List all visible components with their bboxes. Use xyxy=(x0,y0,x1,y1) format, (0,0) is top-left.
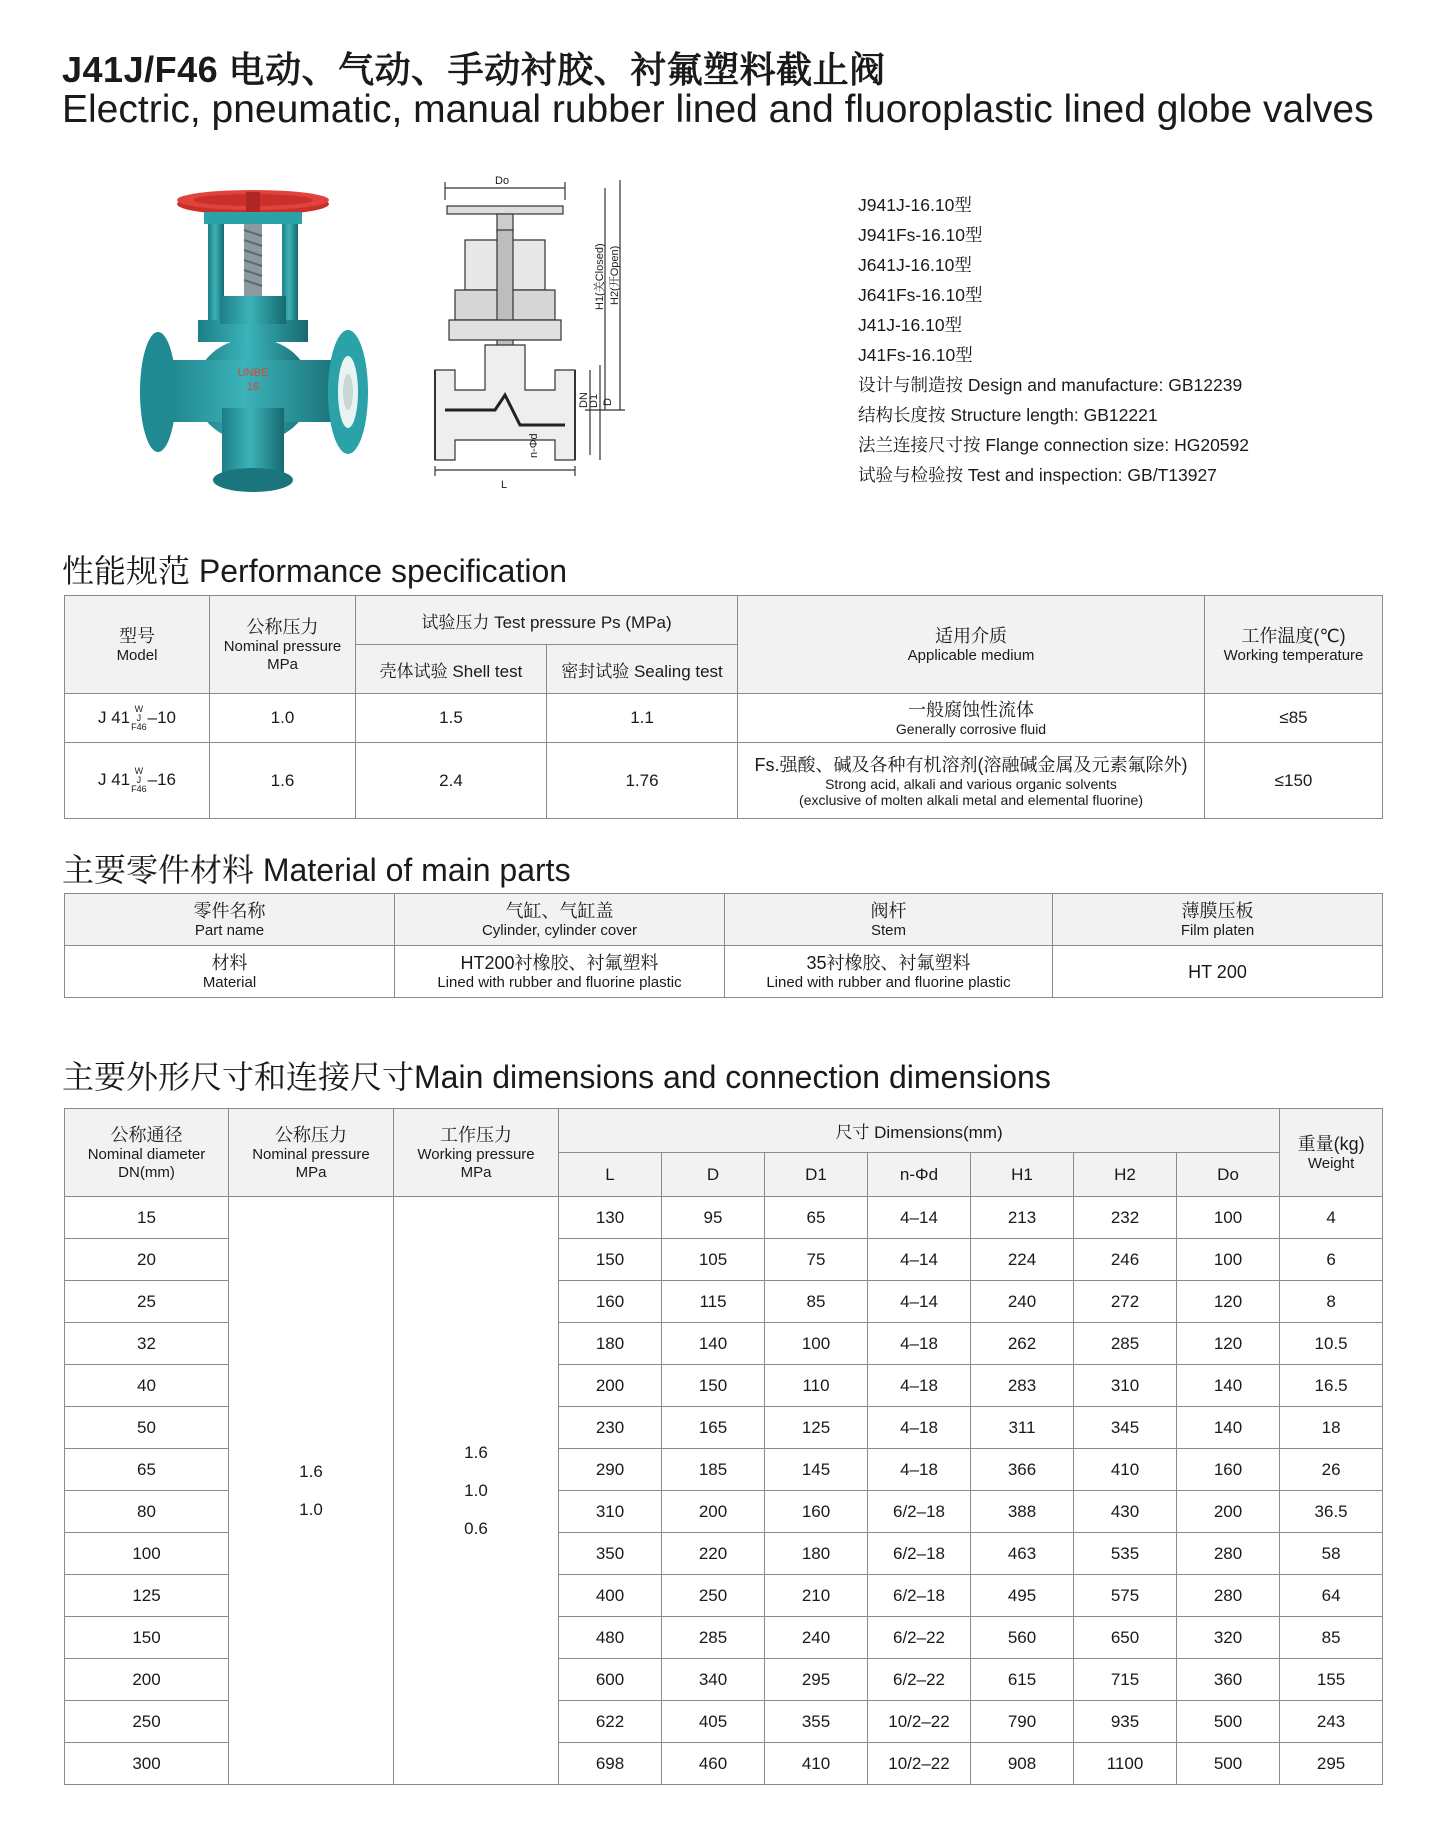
th-test-pressure: 试验压力 Test pressure Ps (MPa) xyxy=(356,596,738,645)
title-model: J41J/F46 xyxy=(62,49,219,90)
dimensions-body xyxy=(65,1197,1383,1785)
cell-l: 150 xyxy=(559,1239,662,1281)
cell-l: 230 xyxy=(559,1407,662,1449)
th-cylinder: 气缸、气缸盖 Cylinder, cylinder cover xyxy=(395,894,725,946)
cell-l: 698 xyxy=(559,1743,662,1785)
th-weight: 重量(kg) Weight xyxy=(1280,1109,1383,1197)
cell-d1: 100 xyxy=(765,1323,868,1365)
cell-dn: 200 xyxy=(65,1659,229,1701)
cell-do: 100 xyxy=(1177,1197,1280,1239)
th-col-d1: D1 xyxy=(765,1153,868,1197)
cell-weight: 16.5 xyxy=(1280,1365,1383,1407)
th-col-h1: H1 xyxy=(971,1153,1074,1197)
cell-h2: 285 xyxy=(1074,1323,1177,1365)
cell-d: 220 xyxy=(662,1533,765,1575)
cell-d: 250 xyxy=(662,1575,765,1617)
cell-h1: 463 xyxy=(971,1533,1074,1575)
cell-do: 140 xyxy=(1177,1365,1280,1407)
cell-temperature: ≤85 xyxy=(1205,694,1383,743)
cell-nphid: 4–18 xyxy=(868,1407,971,1449)
th-stem: 阀杆 Stem xyxy=(725,894,1053,946)
cell-l: 290 xyxy=(559,1449,662,1491)
page-title-en: Electric, pneumatic, manual rubber lined and fluoroplastic lined globe valves xyxy=(62,88,1374,131)
cell-do: 140 xyxy=(1177,1407,1280,1449)
cell-h2: 650 xyxy=(1074,1617,1177,1659)
nominal-pressure-value: 1.6 xyxy=(299,1461,323,1481)
cell-do: 320 xyxy=(1177,1617,1280,1659)
cell-h1: 560 xyxy=(971,1617,1074,1659)
cell-d: 340 xyxy=(662,1659,765,1701)
dim-label-nphid: n-Φd xyxy=(528,433,540,458)
cell-h1: 224 xyxy=(971,1239,1074,1281)
cell-h2: 935 xyxy=(1074,1701,1177,1743)
model-list-item: 法兰连接尺寸按 Flange connection size: HG20592 xyxy=(858,435,1249,455)
cell-pn: 1.6 xyxy=(210,743,356,819)
title-cn-text: 电动、气动、手动衬胶、衬氟塑料截止阀 xyxy=(218,49,886,90)
cell-do: 160 xyxy=(1177,1449,1280,1491)
cell-weight: 85 xyxy=(1280,1617,1383,1659)
materials-title: 主要零件材料 Material of main parts xyxy=(62,852,571,888)
table-row xyxy=(65,694,1383,743)
cell-h1: 790 xyxy=(971,1701,1074,1743)
cell-d: 150 xyxy=(662,1365,765,1407)
cell-d: 95 xyxy=(662,1197,765,1239)
cell-dn: 25 xyxy=(65,1281,229,1323)
model-list-item: 结构长度按 Structure length: GB12221 xyxy=(858,405,1158,425)
cell-nphid: 10/2–22 xyxy=(868,1743,971,1785)
th-col-h2: H2 xyxy=(1074,1153,1177,1197)
cell-dn: 80 xyxy=(65,1491,229,1533)
cell-weight: 36.5 xyxy=(1280,1491,1383,1533)
dim-label-h1: H1(关Closed) xyxy=(594,243,606,310)
cell-nphid: 4–18 xyxy=(868,1323,971,1365)
cell-h2: 310 xyxy=(1074,1365,1177,1407)
cell-d1: 65 xyxy=(765,1197,868,1239)
cell-h1: 388 xyxy=(971,1491,1074,1533)
working-pressure-value: 1.0 xyxy=(464,1480,488,1500)
cell-d: 200 xyxy=(662,1491,765,1533)
th-col-nphid: n-Φd xyxy=(868,1153,971,1197)
cell-sealing: 1.1 xyxy=(547,694,738,743)
th-film-platen: 薄膜压板 Film platen xyxy=(1053,894,1383,946)
cell-weight: 58 xyxy=(1280,1533,1383,1575)
cell-d: 185 xyxy=(662,1449,765,1491)
cell-d1: 160 xyxy=(765,1491,868,1533)
cell-nphid: 6/2–18 xyxy=(868,1533,971,1575)
cell-d: 165 xyxy=(662,1407,765,1449)
cell-d1: 125 xyxy=(765,1407,868,1449)
dimensions-title: 主要外形尺寸和连接尺寸Main dimensions and connection dimensions xyxy=(62,1059,1051,1095)
cell-l: 400 xyxy=(559,1575,662,1617)
cell-model: J 41 W J F46 –10 xyxy=(65,694,210,743)
cell-stem-material: 35衬橡胶、衬氟塑料 Lined with rubber and fluorine plastic xyxy=(725,946,1053,998)
cell-d1: 410 xyxy=(765,1743,868,1785)
cell-d1: 210 xyxy=(765,1575,868,1617)
cell-do: 120 xyxy=(1177,1323,1280,1365)
performance-title: 性能规范 Performance specification xyxy=(62,553,568,589)
working-pressure-value: 1.6 xyxy=(464,1442,488,1462)
cell-medium: 一般腐蚀性流体 Generally corrosive fluid xyxy=(738,694,1205,743)
cell-l: 600 xyxy=(559,1659,662,1701)
th-dimensions: 尺寸 Dimensions(mm) xyxy=(559,1109,1280,1153)
cell-d1: 110 xyxy=(765,1365,868,1407)
valve-section-drawing xyxy=(425,170,660,520)
cell-cylinder-material: HT200衬橡胶、衬氟塑料 Lined with rubber and fluorine plastic xyxy=(395,946,725,998)
model-list-item: 设计与制造按 Design and manufacture: GB12239 xyxy=(858,375,1243,395)
cell-h1: 311 xyxy=(971,1407,1074,1449)
dim-label-h2: H2(开Open) xyxy=(609,245,621,305)
cell-dn: 20 xyxy=(65,1239,229,1281)
cell-h1: 240 xyxy=(971,1281,1074,1323)
model-list-item: J41J-16.10型 xyxy=(858,315,963,335)
model-list-item: J941J-16.10型 xyxy=(858,195,972,215)
th-sealing-test: 密封试验 Sealing test xyxy=(547,645,738,694)
th-dn: 公称通径 Nominal diameter DN(mm) xyxy=(65,1109,229,1197)
cell-weight: 243 xyxy=(1280,1701,1383,1743)
cell-pn: 1.0 xyxy=(210,694,356,743)
cell-d1: 240 xyxy=(765,1617,868,1659)
cell-l: 200 xyxy=(559,1365,662,1407)
cell-d: 285 xyxy=(662,1617,765,1659)
cell-do: 100 xyxy=(1177,1239,1280,1281)
cell-h2: 1100 xyxy=(1074,1743,1177,1785)
cell-h1: 213 xyxy=(971,1197,1074,1239)
cell-nphid: 4–14 xyxy=(868,1239,971,1281)
cell-h2: 715 xyxy=(1074,1659,1177,1701)
th-model: 型号 Model xyxy=(65,596,210,694)
cell-h1: 495 xyxy=(971,1575,1074,1617)
dim-label-l: L xyxy=(501,479,508,491)
cell-h1: 262 xyxy=(971,1323,1074,1365)
cell-do: 360 xyxy=(1177,1659,1280,1701)
cell-d1: 75 xyxy=(765,1239,868,1281)
dim-label-dn: DN xyxy=(578,392,590,408)
cell-dn: 65 xyxy=(65,1449,229,1491)
cell-h2: 410 xyxy=(1074,1449,1177,1491)
cell-weight: 155 xyxy=(1280,1659,1383,1701)
th-working-pressure: 工作压力 Working pressure MPa xyxy=(394,1109,559,1197)
cell-dn: 100 xyxy=(65,1533,229,1575)
cell-nphid: 6/2–18 xyxy=(868,1575,971,1617)
cell-l: 130 xyxy=(559,1197,662,1239)
cell-h1: 908 xyxy=(971,1743,1074,1785)
nominal-pressure-value: 1.0 xyxy=(299,1499,323,1519)
cell-d: 115 xyxy=(662,1281,765,1323)
cell-h1: 615 xyxy=(971,1659,1074,1701)
cell-h2: 272 xyxy=(1074,1281,1177,1323)
cell-d: 140 xyxy=(662,1323,765,1365)
cell-weight: 64 xyxy=(1280,1575,1383,1617)
cell-dn: 50 xyxy=(65,1407,229,1449)
dimensions-table xyxy=(64,1108,1383,1785)
working-pressure-value: 0.6 xyxy=(464,1518,488,1538)
cell-dn: 300 xyxy=(65,1743,229,1785)
cell-do: 280 xyxy=(1177,1575,1280,1617)
model-list-item: J941Fs-16.10型 xyxy=(858,225,983,245)
cell-working-pressure xyxy=(394,1197,559,1785)
th-temperature: 工作温度(℃) Working temperature xyxy=(1205,596,1383,694)
cell-weight: 10.5 xyxy=(1280,1323,1383,1365)
cell-model: J 41 W J F46 –16 xyxy=(65,743,210,819)
cell-h1: 283 xyxy=(971,1365,1074,1407)
cell-nphid: 6/2–18 xyxy=(868,1491,971,1533)
cell-shell: 1.5 xyxy=(356,694,547,743)
th-nominal-pressure: 公称压力 Nominal pressure MPa xyxy=(229,1109,394,1197)
th-col-do: Do xyxy=(1177,1153,1280,1197)
cell-l: 622 xyxy=(559,1701,662,1743)
cell-weight: 8 xyxy=(1280,1281,1383,1323)
cell-d1: 180 xyxy=(765,1533,868,1575)
cell-do: 500 xyxy=(1177,1701,1280,1743)
cell-nphid: 4–14 xyxy=(868,1281,971,1323)
cell-h2: 232 xyxy=(1074,1197,1177,1239)
th-part-name: 零件名称 Part name xyxy=(65,894,395,946)
cell-nphid: 6/2–22 xyxy=(868,1617,971,1659)
cell-h2: 575 xyxy=(1074,1575,1177,1617)
cell-weight: 26 xyxy=(1280,1449,1383,1491)
model-list xyxy=(858,190,1249,490)
cell-do: 500 xyxy=(1177,1743,1280,1785)
cell-weight: 6 xyxy=(1280,1239,1383,1281)
cell-temperature: ≤150 xyxy=(1205,743,1383,819)
materials-table xyxy=(64,893,1383,998)
cell-weight: 4 xyxy=(1280,1197,1383,1239)
cell-dn: 125 xyxy=(65,1575,229,1617)
model-list-item: 试验与检验按 Test and inspection: GB/T13927 xyxy=(858,465,1217,485)
cell-nphid: 4–18 xyxy=(868,1365,971,1407)
cell-d1: 355 xyxy=(765,1701,868,1743)
table-row xyxy=(65,1197,1383,1239)
cell-d1: 295 xyxy=(765,1659,868,1701)
cell-dn: 250 xyxy=(65,1701,229,1743)
cell-do: 280 xyxy=(1177,1533,1280,1575)
model-list-item: J641Fs-16.10型 xyxy=(858,285,983,305)
cell-l: 350 xyxy=(559,1533,662,1575)
valve-body-mark: UNBE 16 xyxy=(237,367,269,393)
table-row xyxy=(65,743,1383,819)
cell-d: 105 xyxy=(662,1239,765,1281)
cell-platen-material: HT 200 xyxy=(1053,946,1383,998)
cell-l: 310 xyxy=(559,1491,662,1533)
cell-sealing: 1.76 xyxy=(547,743,738,819)
cell-d: 460 xyxy=(662,1743,765,1785)
page-title-cn xyxy=(62,42,886,93)
cell-dn: 15 xyxy=(65,1197,229,1239)
cell-medium: Fs.强酸、碱及各种有机溶剂(溶融碱金属及元素氟除外) Strong acid, alkali and various organic solvents (exclusive of molten alkali metal and elemental fluorine) xyxy=(738,743,1205,819)
valve-photo xyxy=(138,180,368,510)
cell-shell: 2.4 xyxy=(356,743,547,819)
cell-do: 200 xyxy=(1177,1491,1280,1533)
dim-label-d: D xyxy=(602,398,614,406)
cell-l: 180 xyxy=(559,1323,662,1365)
th-medium: 适用介质 Applicable medium xyxy=(738,596,1205,694)
cell-l: 480 xyxy=(559,1617,662,1659)
cell-h2: 345 xyxy=(1074,1407,1177,1449)
cell-dn: 40 xyxy=(65,1365,229,1407)
cell-weight: 18 xyxy=(1280,1407,1383,1449)
cell-h2: 535 xyxy=(1074,1533,1177,1575)
cell-d: 405 xyxy=(662,1701,765,1743)
model-list-item: J641J-16.10型 xyxy=(858,255,972,275)
cell-nphid: 10/2–22 xyxy=(868,1701,971,1743)
cell-weight: 295 xyxy=(1280,1743,1383,1785)
cell-d1: 85 xyxy=(765,1281,868,1323)
cell-do: 120 xyxy=(1177,1281,1280,1323)
cell-nphid: 4–18 xyxy=(868,1449,971,1491)
dim-label-do: Do xyxy=(495,175,510,187)
cell-dn: 150 xyxy=(65,1617,229,1659)
table-row xyxy=(65,946,1383,998)
cell-nominal-pressure xyxy=(229,1197,394,1785)
cell-h1: 366 xyxy=(971,1449,1074,1491)
cell-nphid: 4–14 xyxy=(868,1197,971,1239)
cell-material-label: 材料 Material xyxy=(65,946,395,998)
performance-table xyxy=(64,595,1383,819)
th-nominal-pressure: 公称压力 Nominal pressure MPa xyxy=(210,596,356,694)
cell-nphid: 6/2–22 xyxy=(868,1659,971,1701)
cell-dn: 32 xyxy=(65,1323,229,1365)
th-col-d: D xyxy=(662,1153,765,1197)
cell-h2: 430 xyxy=(1074,1491,1177,1533)
th-col-l: L xyxy=(559,1153,662,1197)
cell-h2: 246 xyxy=(1074,1239,1177,1281)
cell-d1: 145 xyxy=(765,1449,868,1491)
model-list-item: J41Fs-16.10型 xyxy=(858,345,973,365)
cell-l: 160 xyxy=(559,1281,662,1323)
th-shell-test: 壳体试验 Shell test xyxy=(356,645,547,694)
dim-label-d1: D1 xyxy=(588,393,600,408)
